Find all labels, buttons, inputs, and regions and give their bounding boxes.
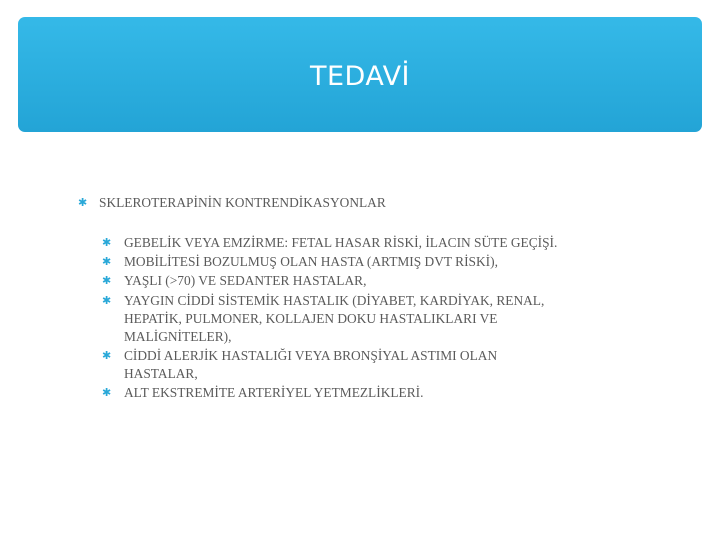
list-item-text: MOBİLİTESİ BOZULMUŞ OLAN HASTA (ARTMIŞ DVT RİSKİ), [124,254,498,270]
slide-title: TEDAVİ [309,61,411,92]
title-banner [18,17,702,132]
contraindications-heading: SKLEROTERAPİNİN KONTRENDİKASYONLAR [99,195,386,210]
list-item [102,292,698,346]
list-item-text: YAYGIN CİDDİ SİSTEMİK HASTALIK (DİYABET, KARDİYAK, RENAL, HEPATİK, PULMONER, KOLLAJEN DOKU HASTALIKLARI VE MALİGNİTELER), [124,292,545,344]
list-item [102,272,698,290]
list-item [102,234,698,252]
contraindications-list [102,234,698,402]
list-item-text: ALT EKSTREMİTE ARTERİYEL YETMEZLİKLERİ. [124,384,424,400]
asterisk-bullet-icon: ✱ [102,348,112,362]
list-item [102,253,698,271]
list-item-text: GEBELİK VEYA EMZİRME: FETAL HASAR RİSKİ, İLACIN SÜTE GEÇİŞİ. [124,235,558,250]
heading-item [78,194,698,212]
list-item [102,384,698,402]
asterisk-bullet-icon: ✱ [102,274,112,288]
asterisk-bullet-icon: ✱ [102,293,112,307]
list-item-text: CİDDİ ALERJİK HASTALIĞI VEYA BRONŞİYAL ASTIMI OLAN HASTALAR, [124,347,498,381]
asterisk-bullet-icon: ✱ [102,385,112,399]
slide-content [78,194,698,403]
list-item-text: YAŞLI (>70) VE SEDANTER HASTALAR, [124,273,367,289]
asterisk-bullet-icon: ✱ [102,236,112,249]
asterisk-bullet-icon: ✱ [102,255,112,269]
asterisk-bullet-icon: ✱ [78,196,88,209]
list-item [102,347,698,383]
